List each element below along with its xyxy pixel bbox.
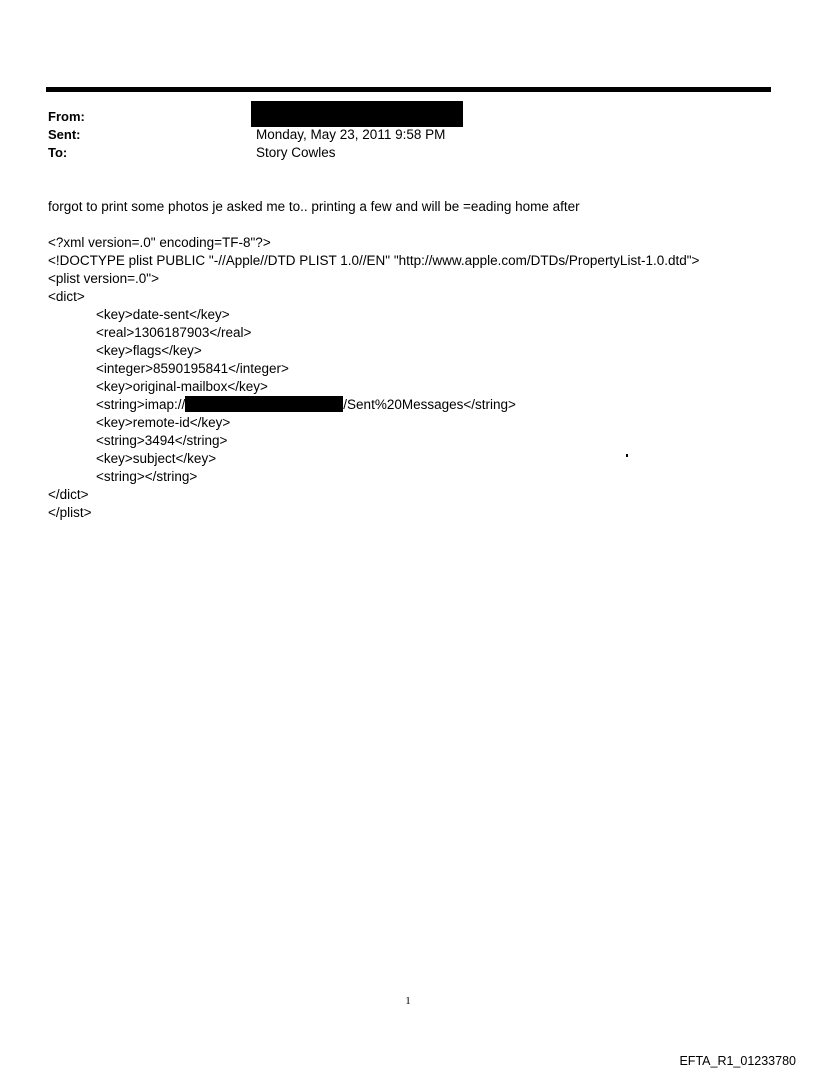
key-original-mailbox: <key>original-mailbox</key> <box>96 379 268 394</box>
to-value: Story Cowles <box>256 145 336 160</box>
real-value: <real>1306187903</real> <box>96 325 252 340</box>
plist-close-tag: </plist> <box>48 505 92 520</box>
dict-open-tag: <dict> <box>48 289 85 304</box>
header-rule <box>46 87 771 92</box>
bates-number: EFTA_R1_01233780 <box>679 1054 796 1068</box>
sent-value: Monday, May 23, 2011 9:58 PM <box>256 127 446 142</box>
dict-close-tag: </dict> <box>48 487 89 502</box>
from-redaction <box>251 101 463 127</box>
integer-value: <integer>8590195841</integer> <box>96 361 289 376</box>
key-flags: <key>flags</key> <box>96 343 202 358</box>
mailbox-suffix: /Sent%20Messages</string> <box>343 397 516 412</box>
plist-open-tag: <plist version=.0"> <box>48 271 159 286</box>
plist-doctype: <!DOCTYPE plist PUBLIC "-//Apple//DTD PLIST 1.0//EN" "http://www.apple.com/DTDs/PropertyList-1.0.dtd"> <box>48 253 700 268</box>
key-date-sent: <key>date-sent</key> <box>96 307 230 322</box>
message-body: forgot to print some photos je asked me to.. printing a few and will be =eading home after <box>48 199 580 214</box>
key-subject: <key>subject</key> <box>96 451 217 466</box>
mailbox-string-line <box>48 396 699 414</box>
plist-xml-declaration: <?xml version=.0" encoding=TF-8"?> <box>48 235 271 250</box>
mailbox-redaction <box>185 396 343 412</box>
mailbox-prefix: <string>imap:// <box>96 397 186 412</box>
key-remote-id: <key>remote-id</key> <box>96 415 231 430</box>
plist-block <box>48 234 699 522</box>
page-number: 1 <box>405 995 411 1007</box>
sent-label: Sent: <box>48 127 81 142</box>
scan-speck <box>626 454 628 457</box>
remote-id-value: <string>3494</string> <box>96 433 228 448</box>
subject-value: <string></string> <box>96 469 198 484</box>
to-label: To: <box>48 145 68 160</box>
from-label: From: <box>48 109 85 124</box>
